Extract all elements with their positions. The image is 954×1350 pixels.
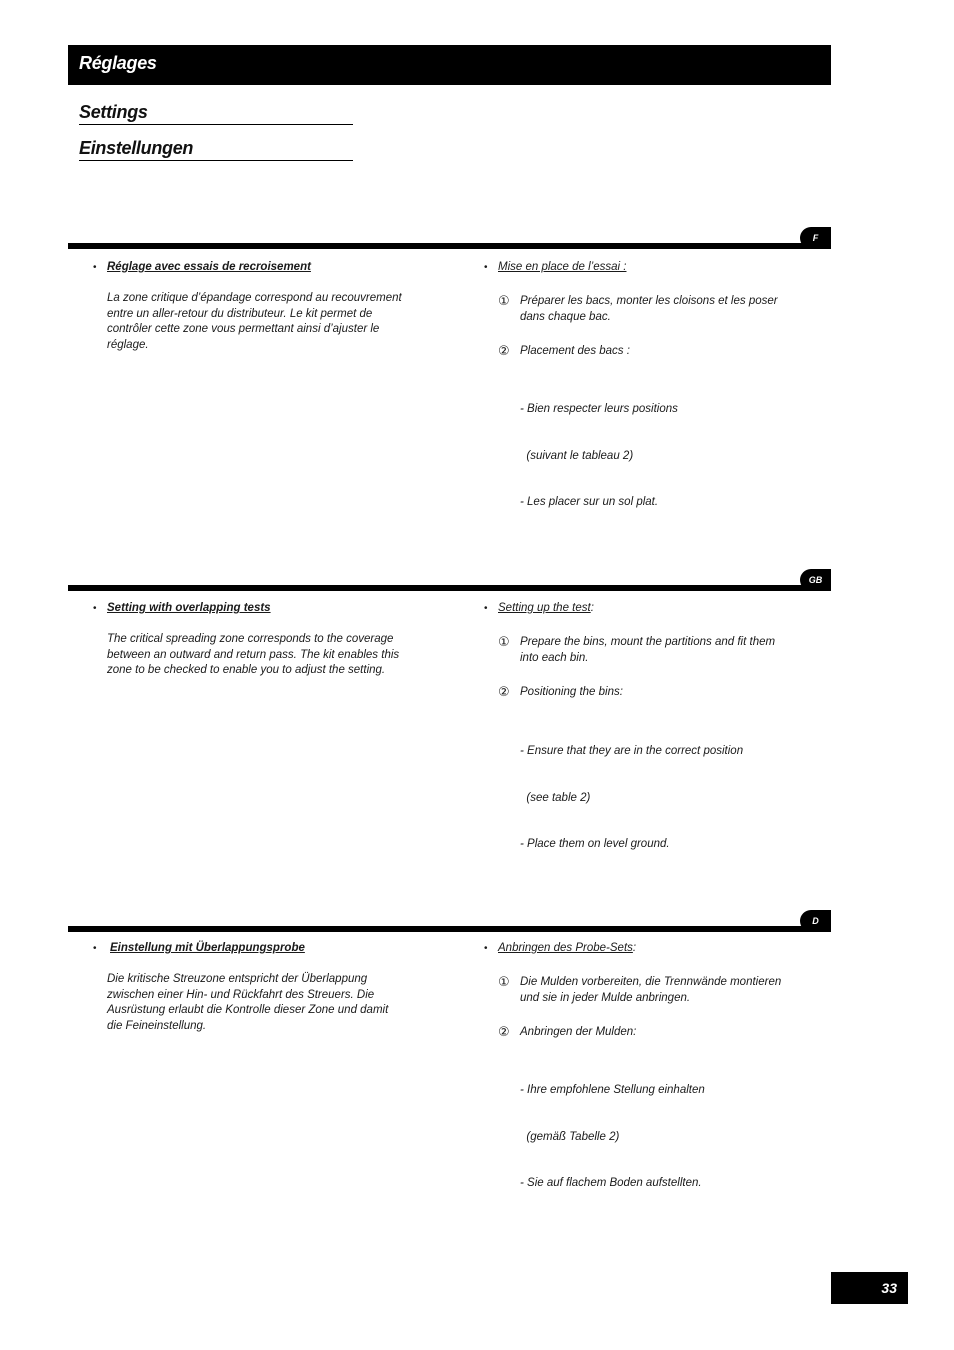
text-line: The critical spreading zone corresponds to the coverage xyxy=(107,633,394,645)
section-f-left-heading: Réglage avec essais de recroisement xyxy=(107,261,311,273)
text-line: (suivant le tableau 2) xyxy=(520,449,634,462)
bullet: • xyxy=(484,603,488,614)
text-line: und sie in jeder Mulde anbringen. xyxy=(520,991,691,1004)
text-line: Die Mulden vorbereiten, die Trennwände montieren xyxy=(520,976,782,988)
section-rule-f xyxy=(68,243,831,249)
step-1-number: ① xyxy=(498,634,510,649)
text-line: zone to be checked to enable you to adjust the setting. xyxy=(107,664,386,676)
text-line: Die kritische Streuzone entspricht der Überlappung xyxy=(107,973,368,985)
heading-suffix: : xyxy=(632,942,637,954)
step-2-details xyxy=(520,713,743,884)
text-line: - Place them on level ground. xyxy=(520,838,670,850)
bullet: • xyxy=(93,262,97,273)
text-line: La zone critique d’épandage correspond au recouvrement xyxy=(107,292,402,304)
text-line: between an outward and return pass. The kit enables this xyxy=(107,648,400,661)
lang-tab-d: D xyxy=(800,910,831,932)
bullet: • xyxy=(484,943,488,954)
lang-tab-f: F xyxy=(800,227,831,249)
text-line: into each bin. xyxy=(520,651,589,664)
text-line: (gemäß Tabelle 2) xyxy=(520,1130,620,1143)
text-line: (see table 2) xyxy=(520,791,591,804)
step-2-details xyxy=(520,1052,705,1223)
text-line: entre un aller-retour du distributeur. Le kit permet de xyxy=(107,307,373,320)
step-2-text: Positioning the bins: xyxy=(520,686,623,698)
heading-text: Anbringen des Probe-Sets xyxy=(498,942,633,954)
step-1-number: ① xyxy=(498,974,510,989)
step-2-text: Anbringen der Mulden: xyxy=(520,1026,637,1038)
page-title: Réglages xyxy=(79,53,157,73)
text-line: réglage. xyxy=(107,338,149,351)
heading-text: Mise en place de l’essai : xyxy=(498,261,627,273)
subtitle-settings-label: Settings xyxy=(79,102,148,122)
lang-tab-gb: GB xyxy=(800,569,831,591)
bullet: • xyxy=(93,943,97,954)
section-gb-left-heading: Setting with overlapping tests xyxy=(107,602,271,614)
subtitle-einstellungen xyxy=(79,136,353,161)
subtitle-einstellungen-label: Einstellungen xyxy=(79,138,194,158)
section-d-left-text xyxy=(107,972,388,1034)
section-d-right-heading xyxy=(498,941,636,957)
text-line: - Bien respecter leurs positions xyxy=(520,403,678,415)
bullet: • xyxy=(93,603,97,614)
step-1-text xyxy=(520,294,778,325)
text-line: - Sie auf flachem Boden aufstellten. xyxy=(520,1177,702,1189)
section-f-left-text xyxy=(107,291,402,353)
text-line: - Ihre empfohlene Stellung einhalten xyxy=(520,1084,705,1096)
bullet: • xyxy=(484,262,488,273)
title-bar xyxy=(68,45,831,85)
step-2-number: ② xyxy=(498,1024,510,1039)
step-2-details xyxy=(520,371,678,542)
section-gb-left-text xyxy=(107,632,399,679)
section-gb-right-heading xyxy=(498,601,594,617)
text-line: Prepare the bins, mount the partitions and fit them xyxy=(520,636,776,648)
page-number: 33 xyxy=(831,1272,908,1304)
section-rule-gb xyxy=(68,585,831,591)
heading-text: Setting up the test xyxy=(498,602,591,614)
step-2-number: ② xyxy=(498,684,510,699)
text-line: Ausrüstung erlaubt die Kontrolle dieser Zone und damit xyxy=(107,1004,389,1016)
step-2-text: Placement des bacs : xyxy=(520,345,630,357)
text-line: die Feineinstellung. xyxy=(107,1019,207,1032)
step-2-number: ② xyxy=(498,343,510,358)
subtitle-settings xyxy=(79,100,353,125)
heading-suffix: : xyxy=(590,602,594,614)
step-1-text xyxy=(520,975,781,1006)
text-line: dans chaque bac. xyxy=(520,310,611,323)
text-line: zwischen einer Hin- und Rückfahrt des Streuers. Die xyxy=(107,988,375,1001)
section-f-right-heading xyxy=(498,260,626,276)
section-d-left-heading: Einstellung mit Überlappungsprobe xyxy=(110,942,305,954)
step-1-number: ① xyxy=(498,293,510,308)
text-line: Préparer les bacs, monter les cloisons et les poser xyxy=(520,295,778,307)
text-line: contrôler cette zone vous permettant ainsi d’ajuster le xyxy=(107,323,380,335)
text-line: - Ensure that they are in the correct position xyxy=(520,745,744,757)
text-line: - Les placer sur un sol plat. xyxy=(520,496,659,508)
step-1-text xyxy=(520,635,775,666)
section-rule-d xyxy=(68,926,831,932)
